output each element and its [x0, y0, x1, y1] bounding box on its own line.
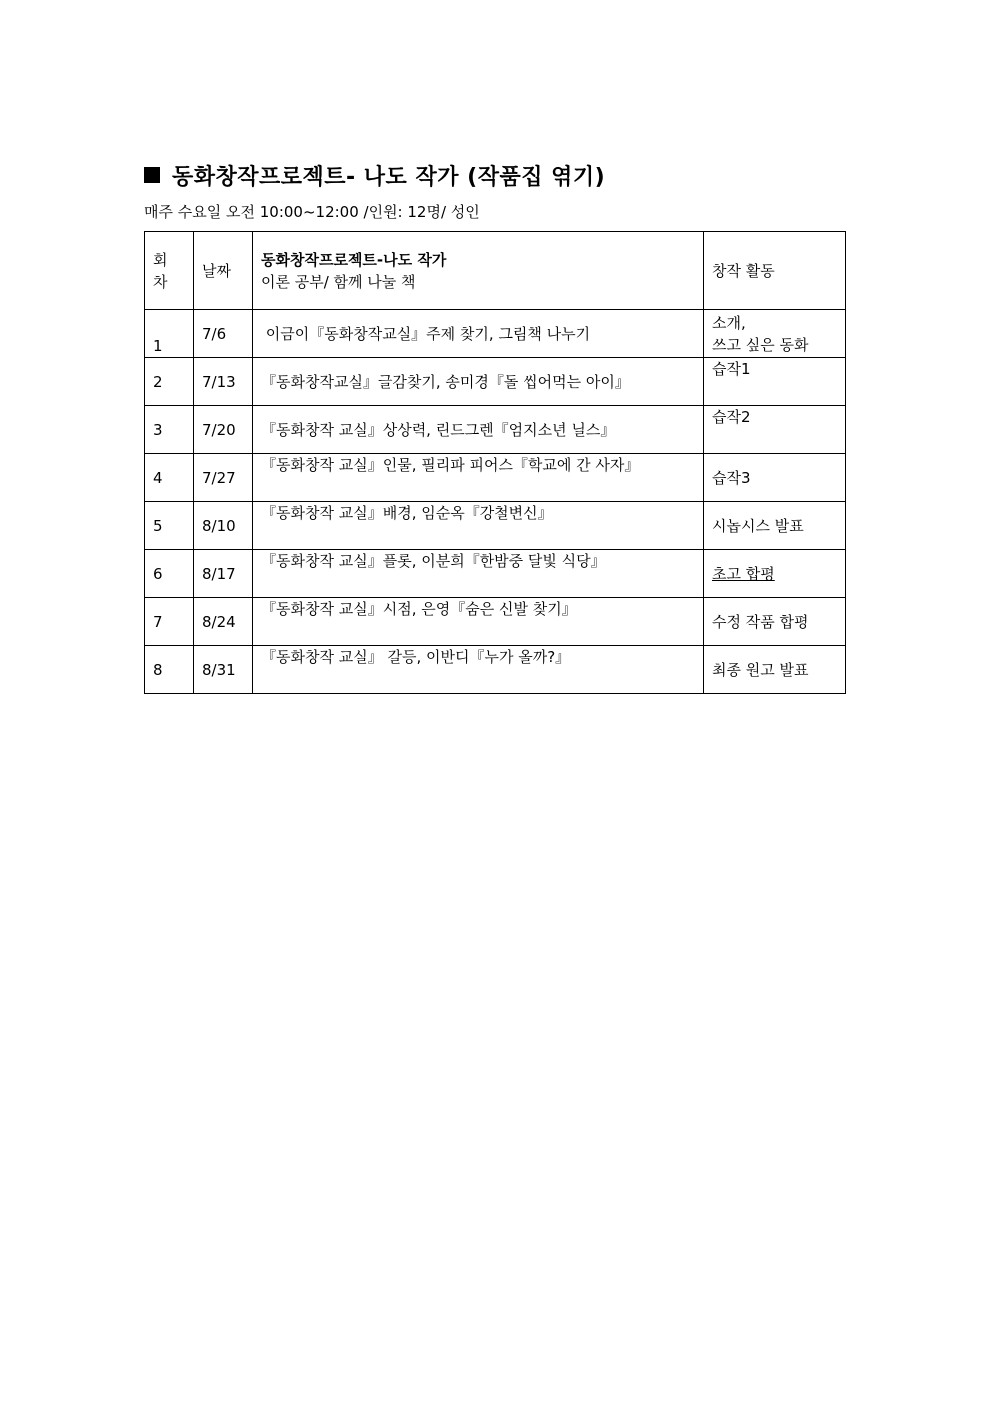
table-row — [145, 406, 846, 454]
session-cell: 5 — [145, 502, 194, 550]
date-cell: 8/24 — [194, 598, 253, 646]
table-row — [145, 454, 846, 502]
activity-cell: 초고 합평 — [704, 550, 846, 598]
topic-cell: 『동화창작 교실』상상력, 린드그렌『엄지소년 닐스』 — [253, 406, 704, 454]
activity-cell: 습작2 — [704, 406, 846, 454]
topic-cell: 『동화창작교실』글감찾기, 송미경『돌 씹어먹는 아이』 — [253, 358, 704, 406]
activity-cell: 습작3 — [704, 454, 846, 502]
topic-cell: 『동화창작 교실』시점, 은영『숨은 신발 찾기』 — [253, 598, 704, 646]
topic-cell: 『동화창작 교실』배경, 임순옥『강철변신』 — [253, 502, 704, 550]
header-topic-line2: 이론 공부/ 함께 나눌 책 — [261, 272, 416, 291]
activity-cell: 시놉시스 발표 — [704, 502, 846, 550]
session-cell: 2 — [145, 358, 194, 406]
date-cell: 7/20 — [194, 406, 253, 454]
activity-cell: 최종 원고 발표 — [704, 646, 846, 694]
schedule-subtitle: 매주 수요일 오전 10:00~12:00 /인원: 12명/ 성인 — [144, 203, 480, 221]
activity-line2: 쓰고 싶은 동화 — [712, 335, 809, 354]
session-cell: 6 — [145, 550, 194, 598]
date-cell: 8/17 — [194, 550, 253, 598]
date-cell: 8/31 — [194, 646, 253, 694]
header-date: 날짜 — [194, 232, 253, 310]
session-cell: 1 — [145, 310, 194, 358]
session-cell: 4 — [145, 454, 194, 502]
page-title-text: 동화창작프로젝트- 나도 작가 (작품집 엮기) — [172, 165, 606, 190]
header-session — [145, 232, 194, 310]
session-cell: 3 — [145, 406, 194, 454]
date-cell: 7/27 — [194, 454, 253, 502]
page-title — [144, 160, 605, 191]
table-row — [145, 550, 846, 598]
topic-cell: 이금이『동화창작교실』주제 찾기, 그림책 나누기 — [253, 310, 704, 358]
session-cell: 7 — [145, 598, 194, 646]
activity-cell — [704, 310, 846, 358]
table-row — [145, 598, 846, 646]
header-activity: 창작 활동 — [704, 232, 846, 310]
date-cell: 7/13 — [194, 358, 253, 406]
activity-line1: 소개, — [712, 313, 746, 332]
table-row — [145, 646, 846, 694]
session-cell: 8 — [145, 646, 194, 694]
table-row — [145, 358, 846, 406]
topic-cell: 『동화창작 교실』플롯, 이분희『한밤중 달빛 식당』 — [253, 550, 704, 598]
header-session-line1: 회 — [153, 250, 168, 269]
activity-cell: 수정 작품 합평 — [704, 598, 846, 646]
schedule-table — [144, 231, 846, 694]
table-row — [145, 310, 846, 358]
header-session-line2: 차 — [153, 272, 168, 291]
black-square-icon — [144, 167, 160, 183]
table-header-row — [145, 232, 846, 310]
topic-cell: 『동화창작 교실』인물, 필리파 피어스『학교에 간 사자』 — [253, 454, 704, 502]
date-cell: 7/6 — [194, 310, 253, 358]
header-topic-line1: 동화창작프로젝트-나도 작가 — [261, 250, 447, 269]
header-topic — [253, 232, 704, 310]
table-row — [145, 502, 846, 550]
date-cell: 8/10 — [194, 502, 253, 550]
topic-cell: 『동화창작 교실』 갈등, 이반디『누가 올까?』 — [253, 646, 704, 694]
activity-cell: 습작1 — [704, 358, 846, 406]
